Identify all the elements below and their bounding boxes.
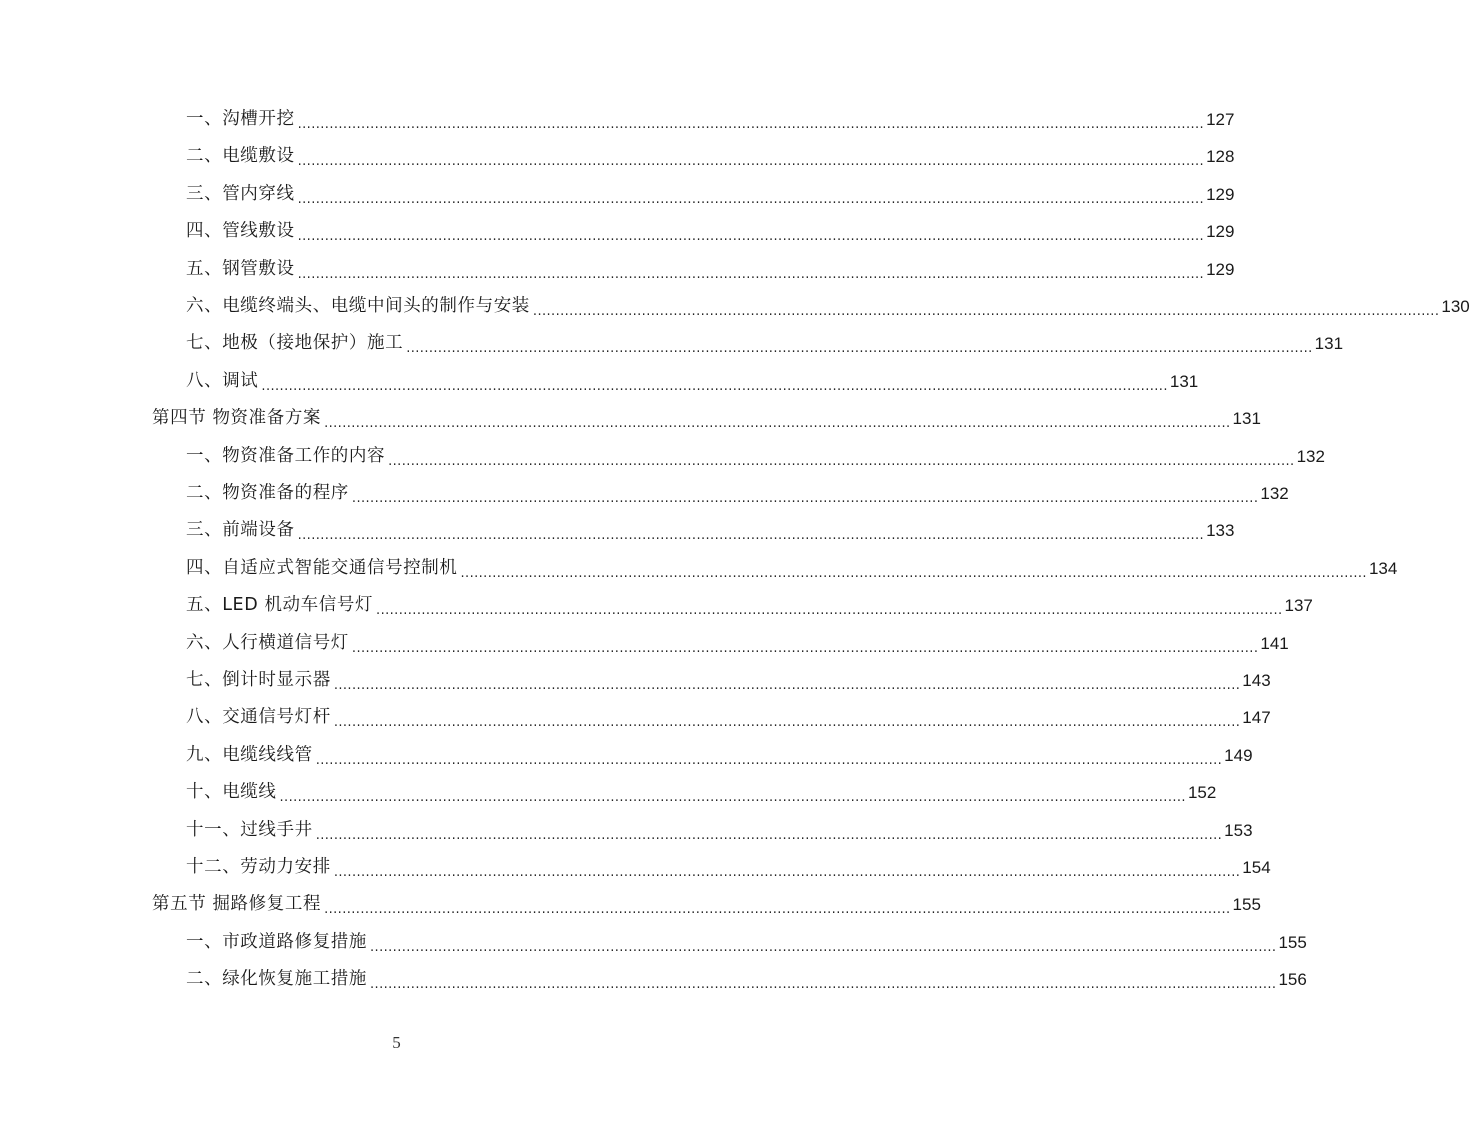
- toc-entry-page-number: 130: [1441, 297, 1470, 316]
- toc-entry-label: 二、绿化恢复施工措施: [186, 969, 367, 990]
- toc-entry-label: 第五节 掘路修复工程: [152, 894, 322, 915]
- toc-entry[interactable]: [186, 251, 1235, 288]
- toc-entry[interactable]: [186, 587, 1313, 624]
- toc-entry-page-number: 133: [1206, 521, 1235, 541]
- toc-entry-page-number: 129: [1206, 222, 1235, 242]
- toc-entry-label: 五、LED 机动车信号灯: [186, 595, 374, 616]
- footer-page-number: 5: [392, 1033, 401, 1052]
- toc-entry-label: 一、物资准备工作的内容: [186, 445, 386, 466]
- toc-entry[interactable]: [186, 662, 1271, 699]
- toc-entry-label: 五、钢管敷设: [186, 258, 295, 279]
- toc-dot-leader: ........................................................................................................................................................................................................: [279, 790, 1186, 806]
- toc-dot-leader: ........................................................................................................................................................................................................: [297, 191, 1205, 207]
- toc-dot-leader: ........................................................................................................................................................................................................: [297, 528, 1205, 544]
- toc-entry[interactable]: [186, 774, 1217, 811]
- toc-dot-leader: ........................................................................................................................................................................................................: [333, 865, 1241, 880]
- toc-entry-page-number: 154: [1242, 858, 1271, 877]
- toc-dot-leader: ........................................................................................................................................................................................................: [532, 304, 1440, 319]
- toc-dot-leader: ........................................................................................................................................................................................................: [297, 154, 1205, 170]
- toc-dot-leader: ........................................................................................................................................................................................................: [315, 827, 1223, 843]
- toc-entry-label: 三、管内穿线: [186, 183, 295, 204]
- toc-entry-label: 七、地极（接地保护）施工: [186, 333, 404, 354]
- toc-dot-leader: ........................................................................................................................................................................................................: [406, 341, 1313, 357]
- toc-entry[interactable]: [186, 924, 1307, 961]
- toc-dot-leader: ........................................................................................................................................................................................................: [324, 902, 1231, 918]
- toc-entry[interactable]: [186, 961, 1307, 998]
- toc-entry-page-number: 129: [1206, 184, 1235, 204]
- toc-entry-page-number: 153: [1224, 820, 1253, 840]
- toc-entry[interactable]: [186, 475, 1289, 512]
- toc-entry[interactable]: [186, 625, 1289, 662]
- toc-entry-label: 六、电缆终端头、电缆中间头的制作与安装: [186, 296, 530, 316]
- toc-entry-label: 二、物资准备的程序: [186, 483, 349, 503]
- toc-entry[interactable]: [186, 138, 1235, 175]
- toc-entry[interactable]: [186, 737, 1253, 774]
- toc-dot-leader: ........................................................................................................................................................................................................: [376, 603, 1283, 619]
- toc-entry[interactable]: [186, 288, 1470, 325]
- toc-entry[interactable]: [186, 176, 1235, 213]
- toc-entry-page-number: 147: [1242, 708, 1271, 728]
- toc-entry-label: 二、电缆敷设: [186, 146, 295, 167]
- toc-entry-page-number: 131: [1314, 334, 1344, 354]
- toc-entry-label: 九、电缆线线管: [186, 744, 313, 765]
- toc-entry-label: 三、前端设备: [186, 520, 295, 541]
- toc-entry-page-number: 137: [1284, 596, 1313, 616]
- toc-entry-label: 八、调试: [186, 370, 259, 391]
- toc-dot-leader: ........................................................................................................................................................................................................: [315, 752, 1223, 768]
- toc-entry[interactable]: [186, 325, 1344, 362]
- toc-entry-page-number: 131: [1232, 409, 1261, 429]
- toc-entry-label: 十二、劳动力安排: [186, 857, 331, 877]
- toc-entry[interactable]: [186, 812, 1253, 849]
- toc-dot-leader: ........................................................................................................................................................................................................: [460, 565, 1367, 581]
- toc-entry-page-number: 155: [1278, 932, 1307, 952]
- toc-section-heading[interactable]: [152, 886, 1261, 923]
- toc-dot-leader: ........................................................................................................................................................................................................: [297, 266, 1205, 282]
- toc-dot-leader: ........................................................................................................................................................................................................: [351, 640, 1259, 656]
- toc-entry[interactable]: [186, 512, 1235, 549]
- toc-section-heading[interactable]: [152, 400, 1261, 437]
- toc-entry-label: 一、市政道路修复措施: [186, 931, 367, 952]
- toc-entry-page-number: 131: [1169, 371, 1199, 391]
- toc-entry-page-number: 143: [1242, 671, 1271, 690]
- toc-entry-label: 一、沟槽开挖: [186, 109, 295, 129]
- toc-dot-leader: ........................................................................................................................................................................................................: [333, 715, 1241, 731]
- toc-entry-page-number: 156: [1278, 970, 1307, 990]
- toc-entry-page-number: 149: [1224, 745, 1253, 765]
- toc-dot-leader: ........................................................................................................................................................................................................: [297, 117, 1205, 132]
- toc-dot-leader: ........................................................................................................................................................................................................: [333, 678, 1241, 693]
- toc-entry[interactable]: [186, 213, 1235, 250]
- toc-entry-page-number: 155: [1232, 895, 1261, 915]
- toc-dot-leader: ........................................................................................................................................................................................................: [370, 939, 1277, 955]
- toc-entry[interactable]: [186, 363, 1199, 400]
- toc-dot-leader: ........................................................................................................................................................................................................: [297, 229, 1205, 245]
- toc-dot-leader: ........................................................................................................................................................................................................: [261, 378, 1168, 394]
- toc-entry-page-number: 132: [1296, 446, 1325, 466]
- toc-entry[interactable]: [186, 101, 1235, 138]
- toc-entry-page-number: 129: [1206, 259, 1235, 279]
- toc-entry-page-number: 152: [1187, 783, 1217, 803]
- toc-entry-page-number: 127: [1206, 110, 1235, 129]
- toc-entry[interactable]: [186, 699, 1271, 736]
- toc-entry-label: 十、电缆线: [186, 782, 277, 803]
- toc-entry-page-number: 128: [1206, 147, 1235, 167]
- toc-entry[interactable]: [186, 849, 1271, 886]
- toc-entry-label: 六、人行横道信号灯: [186, 632, 349, 653]
- toc-entry[interactable]: [186, 550, 1398, 587]
- toc-entry-page-number: 132: [1260, 484, 1289, 503]
- toc-entry-label: 七、倒计时显示器: [186, 670, 331, 690]
- toc-dot-leader: ........................................................................................................................................................................................................: [388, 453, 1295, 469]
- toc-entry-label: 四、管线敷设: [186, 221, 295, 242]
- toc-dot-leader: ........................................................................................................................................................................................................: [370, 977, 1277, 993]
- toc-entry-page-number: 141: [1260, 633, 1289, 653]
- toc-entry-label: 四、自适应式智能交通信号控制机: [186, 557, 458, 578]
- toc-dot-leader: ........................................................................................................................................................................................................: [324, 416, 1231, 432]
- toc-entry-page-number: 134: [1368, 558, 1398, 578]
- toc-entry[interactable]: [186, 438, 1325, 475]
- toc-entry-label: 第四节 物资准备方案: [152, 408, 322, 429]
- toc-entry-label: 十一、过线手井: [186, 819, 313, 840]
- toc-entry-label: 八、交通信号灯杆: [186, 707, 331, 728]
- toc-dot-leader: ........................................................................................................................................................................................................: [351, 491, 1259, 506]
